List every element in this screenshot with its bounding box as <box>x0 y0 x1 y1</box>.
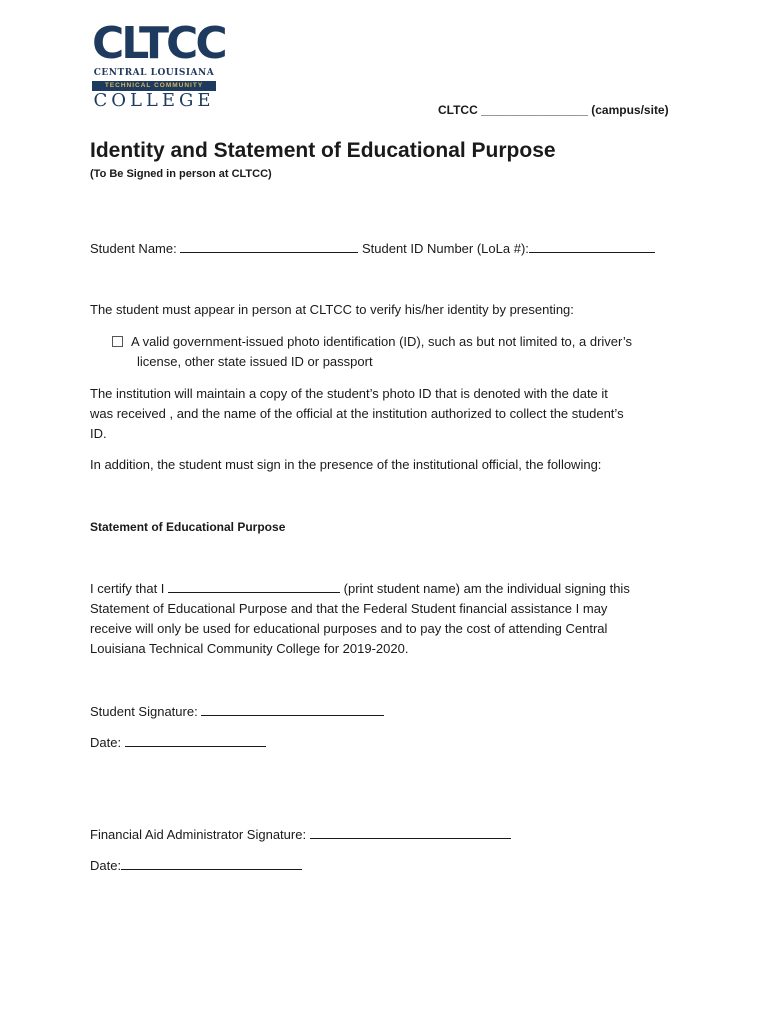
admin-date-field[interactable] <box>121 855 302 870</box>
student-name-field[interactable] <box>180 238 358 253</box>
campus-suffix: (campus/site) <box>591 103 669 117</box>
maintain-paragraph <box>90 384 690 444</box>
campus-prefix: CLTCC <box>438 103 478 117</box>
certify-line-3: receive will only be used for educational purposes and to pay the cost of attending Central <box>90 621 608 636</box>
certify-prefix: I certify that I <box>90 581 165 596</box>
page-subtitle: (To Be Signed in person at CLTCC) <box>90 168 272 180</box>
intro-text: The student must appear in person at CLTCC to verify his/her identity by presenting: <box>90 302 574 317</box>
certify-line-4: Louisiana Technical Community College for 2019-2020. <box>90 641 409 656</box>
bullet-item <box>112 332 692 372</box>
admin-date-label: Date: <box>90 858 122 873</box>
student-date-row <box>90 732 266 753</box>
maintain-line-2: was received , and the name of the official at the institution authorized to collect the student’s <box>90 406 624 421</box>
certify-line-2: Statement of Educational Purpose and that the Federal Student financial assistance I may <box>90 601 608 616</box>
admin-date-row <box>90 855 302 876</box>
student-info-row <box>90 238 655 259</box>
admin-signature-label: Financial Aid Administrator Signature: <box>90 827 307 842</box>
checkbox-icon <box>112 336 123 347</box>
page-title: Identity and Statement of Educational Purpose <box>90 139 556 162</box>
logo-name: CENTRAL LOUISIANA <box>93 68 215 78</box>
student-signature-row <box>90 701 384 722</box>
student-signature-field[interactable] <box>201 701 384 716</box>
campus-site-line <box>438 100 669 120</box>
print-name-field[interactable] <box>168 578 340 593</box>
cltcc-logo <box>90 18 225 111</box>
student-name-label: Student Name: <box>90 241 177 256</box>
certify-paragraph <box>90 578 690 659</box>
maintain-line-3: ID. <box>90 426 107 441</box>
campus-blank[interactable]: ________________ <box>481 103 588 117</box>
logo-mark <box>90 18 225 70</box>
admin-signature-field[interactable] <box>310 824 511 839</box>
statement-heading: Statement of Educational Purpose <box>90 520 286 534</box>
student-id-label: Student ID Number (LoLa #): <box>361 241 529 256</box>
student-date-field[interactable] <box>125 732 266 747</box>
addition-text: In addition, the student must sign in the presence of the institutional official, the following: <box>90 457 602 472</box>
maintain-line-1: The institution will maintain a copy of the student’s photo ID that is denoted with the date it <box>90 386 608 401</box>
student-id-field[interactable] <box>529 238 655 253</box>
admin-signature-row <box>90 824 511 845</box>
bullet-line-1: A valid government-issued photo identification (ID), such as but not limited to, a driver’s <box>131 334 632 349</box>
bullet-line-2: license, other state issued ID or passport <box>137 354 373 369</box>
logo-band: TECHNICAL COMMUNITY <box>92 81 216 91</box>
logo-college: COLLEGE <box>93 90 215 111</box>
certify-suffix: (print student name) am the individual signing this <box>343 581 630 596</box>
student-date-label: Date: <box>90 735 122 750</box>
student-signature-label: Student Signature: <box>90 704 198 719</box>
logo-mark-text: CLTCC <box>92 18 225 69</box>
